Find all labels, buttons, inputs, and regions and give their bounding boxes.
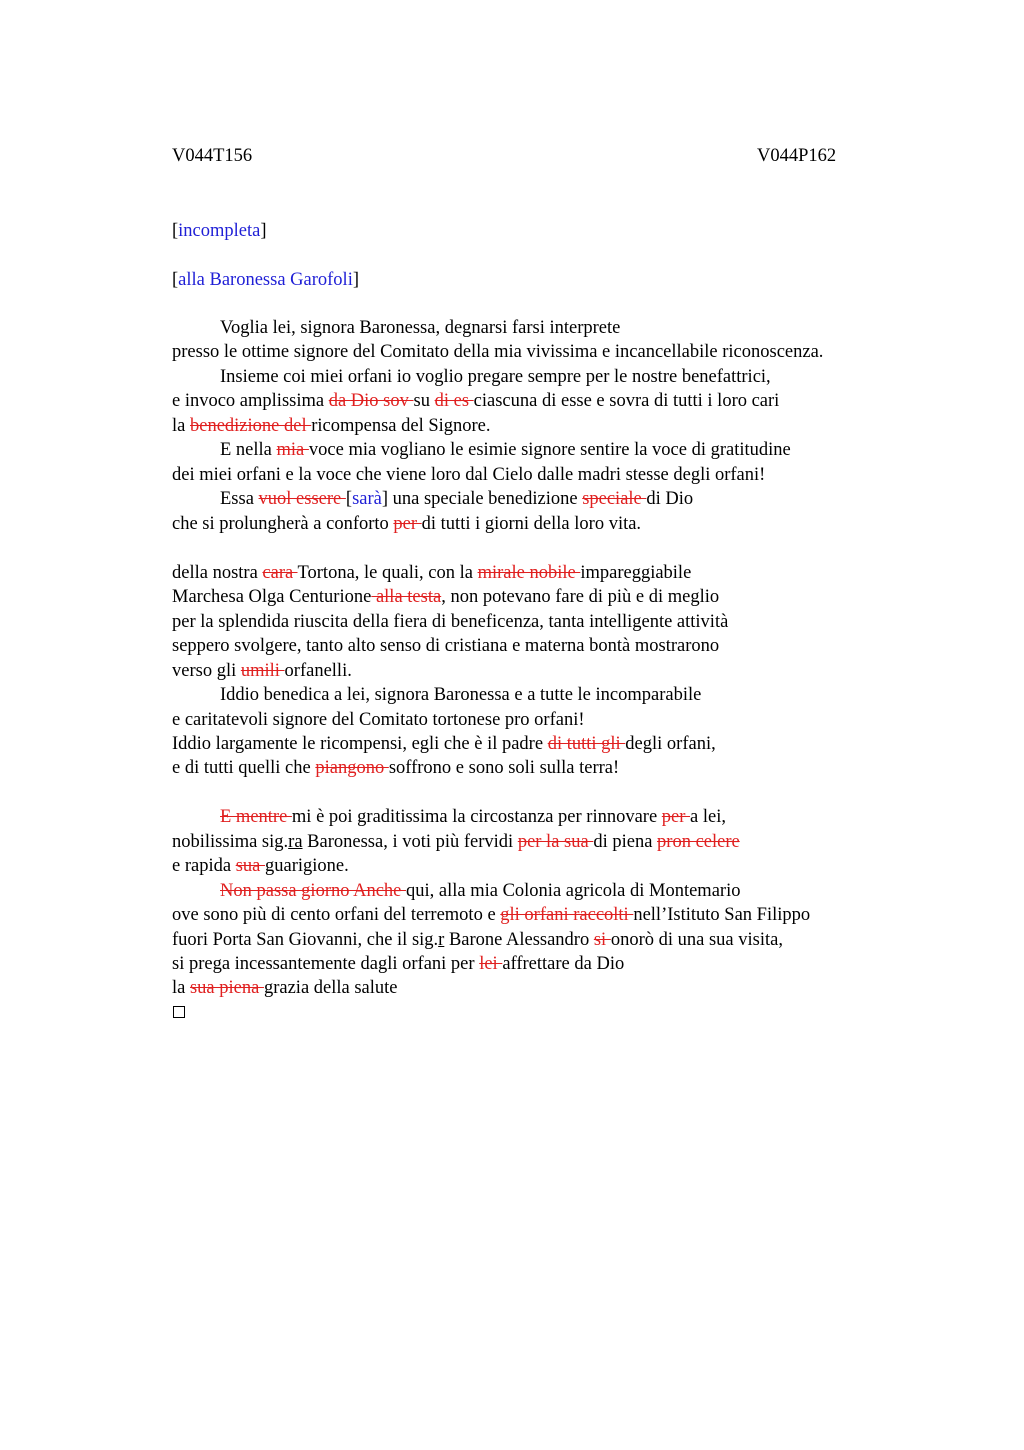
- text-segment: di Dio: [646, 489, 694, 509]
- deleted-text: per: [661, 807, 691, 827]
- text-segment: e caritatevoli signore del Comitato tortonese pro orfani!: [172, 710, 585, 730]
- text-segment: Barone Alessandro: [444, 930, 594, 950]
- text-line: [172, 661, 352, 682]
- text-line: [172, 612, 728, 633]
- text-line: [172, 978, 398, 999]
- deleted-text: per la sua: [517, 832, 594, 852]
- text-segment: verso gli: [172, 661, 241, 681]
- text-segment: nobilissima sig.: [172, 832, 289, 852]
- text-segment: impareggiabile: [580, 563, 692, 583]
- text-line: [220, 807, 726, 828]
- deleted-text: speciale: [582, 489, 647, 509]
- text-segment: affrettare da Dio: [502, 954, 625, 974]
- text-segment: ricompensa del Signore.: [311, 416, 491, 436]
- text-line: [172, 391, 779, 412]
- text-segment: e invoco amplissima: [172, 391, 329, 411]
- text-line: [172, 514, 641, 535]
- deleted-text: alla testa: [371, 587, 442, 607]
- end-box: [173, 1006, 185, 1018]
- deleted-text: umili: [240, 661, 285, 681]
- deleted-text: mia: [276, 440, 309, 460]
- text-line: [172, 856, 349, 877]
- text-segment: Iddio benedica a lei, signora Baronessa e a tutte le incomparabile: [220, 685, 702, 705]
- text-segment: di tutti i giorni della loro vita.: [421, 514, 642, 534]
- text-segment: la: [172, 978, 190, 998]
- text-segment: e di tutti quelli che: [172, 758, 316, 778]
- text-line: [172, 758, 619, 779]
- text-line: [172, 710, 585, 731]
- text-segment: orfanelli.: [284, 661, 352, 681]
- text-segment: Baronessa, i voti più fervidi: [302, 832, 518, 852]
- text-line: [220, 489, 693, 510]
- text-segment: della nostra: [172, 563, 263, 583]
- text-segment: dei miei orfani e la voce che viene loro dal Cielo dalle madri stesse degli orfani!: [172, 465, 766, 485]
- text-segment: e rapida: [172, 856, 236, 876]
- text-segment: grazia della salute: [263, 978, 398, 998]
- text-line: [172, 416, 491, 437]
- text-segment: la: [172, 416, 190, 436]
- deleted-text: di tutti gli: [547, 734, 626, 754]
- text-line: [172, 905, 810, 926]
- text-line: [172, 734, 716, 755]
- text-segment: degli orfani,: [625, 734, 716, 754]
- text-segment: di piena: [593, 832, 658, 852]
- text-segment: guarigione.: [264, 856, 349, 876]
- text-segment: soffrono e sono soli sulla terra!: [388, 758, 620, 778]
- text-segment: ove sono più di cento orfani del terremoto e: [172, 905, 501, 925]
- deleted-text: sua piena: [189, 978, 264, 998]
- deleted-text: di es: [434, 391, 474, 411]
- deleted-text: Non passa giorno Anche: [220, 881, 406, 901]
- underlined-text: r: [438, 930, 445, 950]
- text-segment: fuori Porta San Giovanni, che il sig.: [172, 930, 439, 950]
- text-line: [172, 930, 783, 951]
- text-segment: qui, alla mia Colonia agricola di Montemario: [406, 881, 741, 901]
- deleted-text: E mentre: [220, 807, 292, 827]
- text-line: [220, 440, 791, 461]
- underlined-text: ra: [288, 832, 303, 852]
- note-recipient: [alla Baronessa Garofoli]: [172, 270, 360, 290]
- text-segment: su: [413, 391, 435, 411]
- text-line: [220, 367, 771, 388]
- deleted-text: per: [393, 514, 422, 534]
- text-segment: a lei,: [690, 807, 726, 827]
- text-segment: nell’Istituto San Filippo: [633, 905, 811, 925]
- text-line: [172, 563, 691, 584]
- text-line: [172, 636, 719, 657]
- text-segment: , non potevano fare di più e di meglio: [441, 587, 720, 607]
- deleted-text: vuol essere: [258, 489, 346, 509]
- deleted-text: cara: [262, 563, 298, 583]
- text-segment: Tortona, le quali, con la: [297, 563, 478, 583]
- text-segment: onorò di una sua visita,: [610, 930, 783, 950]
- text-segment: ciascuna di esse e sovra di tutti i loro cari: [473, 391, 780, 411]
- document-id-left: V044T156: [172, 146, 253, 166]
- text-segment: Voglia lei, signora Baronessa, degnarsi farsi interprete: [220, 318, 621, 338]
- text-line: [172, 465, 765, 486]
- text-segment: che si prolungherà a conforto: [172, 514, 394, 534]
- text-line: [220, 881, 740, 902]
- note-recipient-text: alla Baronessa Garofoli: [178, 270, 353, 290]
- note-incompleta: [incompleta]: [172, 221, 267, 241]
- text-segment: Essa: [220, 489, 259, 509]
- text-segment: Marchesa Olga Centurione: [172, 587, 372, 607]
- deleted-text: da Dio sov: [328, 391, 414, 411]
- text-line: [172, 954, 624, 975]
- text-segment: seppero svolgere, tanto alto senso di cristiana e materna bontà mostrarono: [172, 636, 720, 656]
- text-segment: [: [345, 489, 353, 509]
- deleted-text: mirale nobile: [477, 563, 581, 583]
- text-line: [220, 685, 701, 706]
- text-segment: mi è poi graditissima la circostanza per rinnovare: [291, 807, 662, 827]
- text-segment: si prega incessantemente dagli orfani per: [172, 954, 480, 974]
- text-segment: presso le ottime signore del Comitato della mia vivissima e incancellabile riconoscenza.: [172, 342, 824, 362]
- text-line: [172, 342, 823, 363]
- editor-insertion: sarà: [352, 489, 382, 509]
- deleted-text: si: [593, 930, 611, 950]
- text-segment: ] una speciale benedizione: [381, 489, 583, 509]
- note-incompleta-text: incompleta: [178, 221, 261, 241]
- deleted-text: benedizione del: [189, 416, 312, 436]
- text-line: [172, 832, 740, 853]
- text-segment: E nella: [220, 440, 277, 460]
- text-segment: Iddio largamente le ricompensi, egli che è il padre: [172, 734, 548, 754]
- text-line: [220, 318, 620, 339]
- text-segment: voce mia vogliano le esimie signore sentire la voce di gratitudine: [308, 440, 791, 460]
- document-id-right: V044P162: [757, 146, 837, 166]
- text-line: [172, 587, 719, 608]
- deleted-text: sua: [235, 856, 265, 876]
- text-segment: Insieme coi miei orfani io voglio pregare sempre per le nostre benefattrici,: [220, 367, 771, 387]
- deleted-text: lei: [479, 954, 503, 974]
- deleted-text: gli orfani raccolti: [500, 905, 634, 925]
- text-segment: per la splendida riuscita della fiera di beneficenza, tanta intelligente attività: [172, 612, 729, 632]
- deleted-text: pron celere: [657, 832, 740, 852]
- deleted-text: piangono: [315, 758, 389, 778]
